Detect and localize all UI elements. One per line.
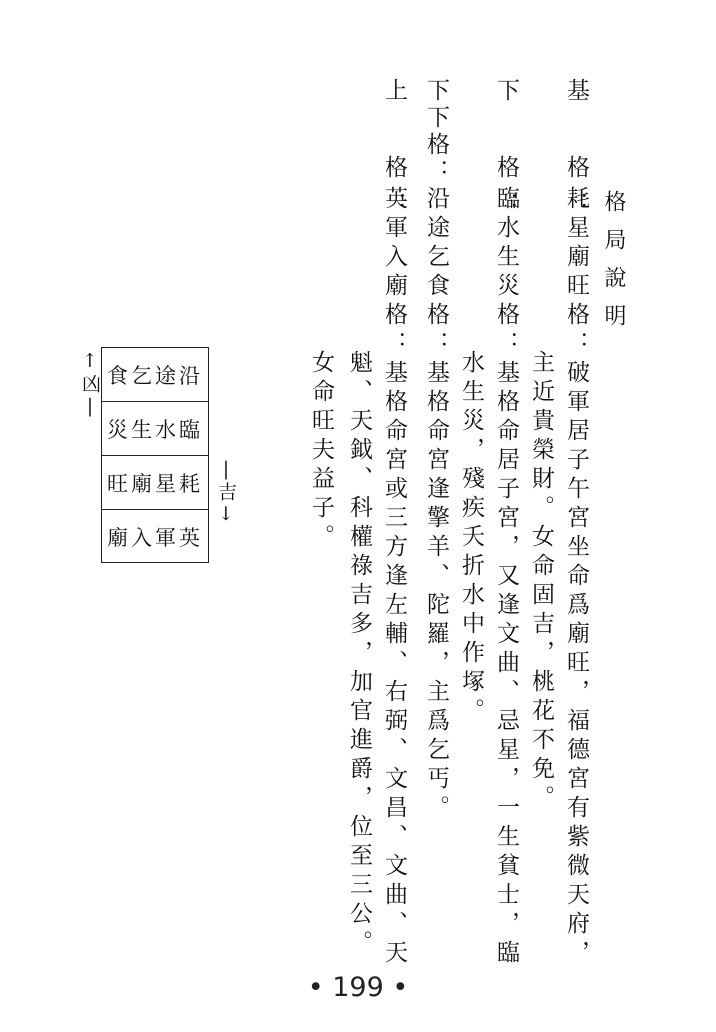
diagram-row-begging bbox=[102, 348, 208, 402]
section-text-lower-line-2: 水生災，殘疾夭折水中作塚。 bbox=[458, 350, 484, 727]
section-text-upper-line-3: 女命旺夫益子。 bbox=[308, 350, 334, 553]
diagram-row-label: 臨水生災 bbox=[107, 417, 203, 442]
diagram-row-label: 耗星廟旺 bbox=[107, 471, 203, 496]
section-text-basic-line-1: 耗星廟旺格：破軍居子午宮坐命爲廟旺，福德宮有紫微天府， bbox=[563, 186, 589, 969]
diagram-row-label: 沿途乞食 bbox=[107, 363, 203, 388]
section-label-upper: 上 格： bbox=[381, 78, 407, 229]
section-label-lower: 下 格： bbox=[493, 78, 519, 229]
diagram-row-label: 英軍入廟 bbox=[107, 526, 203, 550]
section-text-basic-line-2: 主近貴榮財。女命固吉，桃花不免。 bbox=[528, 350, 554, 814]
diagram-row-water-disaster bbox=[102, 402, 208, 456]
ranking-diagram bbox=[101, 347, 209, 563]
section-text-upper-line-1: 英軍入廟格：基格命宮或三方逢左輔、右弼、文昌、文曲、天 bbox=[381, 186, 407, 969]
section-label-basic: 基 格： bbox=[563, 78, 589, 229]
page-number: • 199 • bbox=[307, 972, 409, 1003]
auspicious-arrow-label: |吉↓ bbox=[215, 458, 237, 527]
diagram-row-upper bbox=[102, 510, 208, 564]
inauspicious-arrow-label: ↑凶| bbox=[79, 350, 101, 419]
page-title: 格局說明 bbox=[601, 190, 626, 342]
section-text-upper-line-2: 魁、天鉞、科權祿吉多，加官進爵，位至三公。 bbox=[346, 350, 372, 959]
diagram-row-basic bbox=[102, 456, 208, 510]
section-text-lowest-line-1: 沿途乞食格：基格命宮逢擎羊、陀羅，主爲乞丐。 bbox=[423, 186, 449, 824]
section-label-lowest: 下下格： bbox=[423, 78, 449, 186]
section-text-lower-line-1: 臨水生災格：基格命居子宮，又逢文曲、忌星，一生貧士，臨 bbox=[493, 186, 519, 969]
